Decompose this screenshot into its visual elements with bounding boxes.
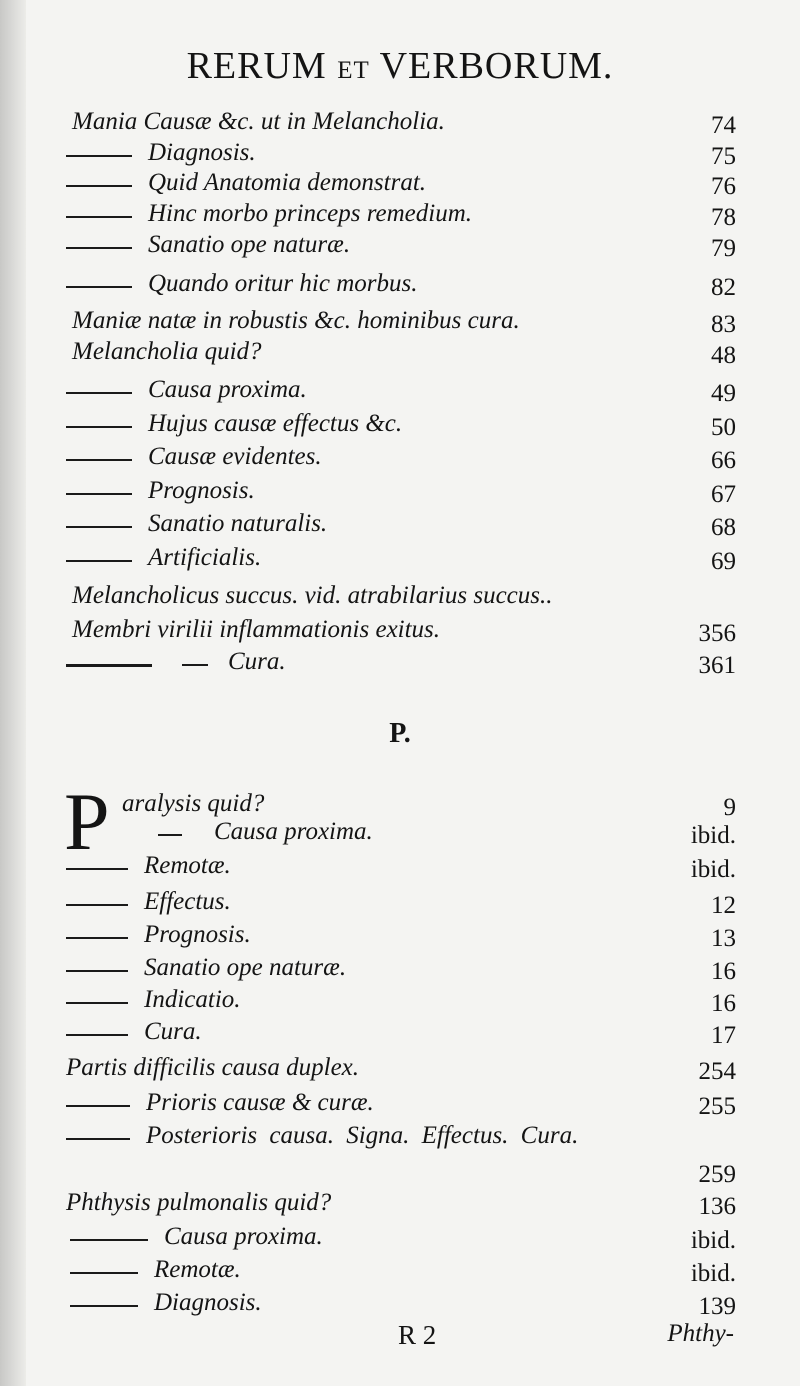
index-entry <box>0 986 800 1020</box>
index-entry <box>0 1122 800 1156</box>
entry-page: 66 <box>711 447 736 474</box>
title-et: ET <box>337 57 370 84</box>
entry-page: ibid. <box>690 856 736 883</box>
entry-text: Cura. <box>228 648 286 675</box>
index-entry <box>0 544 800 578</box>
index-entry <box>0 376 800 410</box>
entry-text: Hinc morbo princeps remedium. <box>148 200 473 227</box>
entry-text: Remotæ. <box>144 852 231 879</box>
index-entry <box>0 648 800 682</box>
entry-text: Causa proxima. <box>148 376 307 403</box>
index-entry <box>0 410 800 444</box>
entry-page: 12 <box>711 892 736 919</box>
index-entry <box>0 921 800 955</box>
entry-text: Diagnosis. <box>148 139 256 166</box>
index-entry <box>0 477 800 511</box>
entry-text: Artificialis. <box>148 544 262 571</box>
entry-page: 78 <box>711 204 736 231</box>
ditto-rule <box>66 185 132 187</box>
index-entry <box>0 200 800 234</box>
ditto-rule <box>70 1305 138 1307</box>
ditto-rule <box>66 459 132 461</box>
title-verborum: VERBORUM. <box>369 45 614 87</box>
entry-page: 136 <box>698 1193 736 1220</box>
entry-page: 255 <box>698 1093 736 1120</box>
ditto-rule <box>66 286 132 288</box>
ditto-rule <box>66 560 132 562</box>
index-entry <box>0 231 800 265</box>
entry-page: 13 <box>711 925 736 952</box>
section-letter: P. <box>389 718 411 749</box>
entry-page: 83 <box>711 311 736 338</box>
index-entry <box>0 1189 800 1223</box>
index-entry <box>0 582 800 616</box>
index-entry <box>0 270 800 304</box>
index-entry <box>0 108 800 142</box>
entry-text: Partis difficilis causa duplex. <box>66 1054 360 1081</box>
ditto-rule <box>70 1272 138 1274</box>
entry-page: 361 <box>698 652 736 679</box>
entry-page: 82 <box>711 274 736 301</box>
index-entry <box>0 954 800 988</box>
page-title <box>0 44 800 88</box>
entry-text: Sanatio ope naturæ. <box>144 954 347 981</box>
entry-text: Hujus causæ effectus &c. <box>148 410 403 437</box>
ditto-rule <box>66 868 128 870</box>
index-entry <box>0 1256 800 1290</box>
entry-text: Causæ evidentes. <box>148 443 322 470</box>
index-entry <box>0 1289 800 1323</box>
entry-text: Maniæ natæ in robustis &c. hominibus cura. <box>72 307 520 334</box>
entry-page-wrapped: 259 <box>698 1161 736 1188</box>
entry-page: 74 <box>711 112 736 139</box>
index-entry <box>0 443 800 477</box>
entry-page: 79 <box>711 235 736 262</box>
entry-text: Melancholicus succus. vid. atrabilarius succus.. <box>72 582 553 609</box>
entry-page: ibid. <box>690 1260 736 1287</box>
signature-mark: R 2 <box>398 1320 437 1350</box>
entry-text: Causa proxima. <box>164 1223 323 1250</box>
entry-page: 76 <box>711 173 736 200</box>
ditto-rule <box>66 216 132 218</box>
ditto-rule <box>182 664 208 666</box>
ditto-rule <box>66 1138 130 1140</box>
entry-text: Prioris causæ & curæ. <box>146 1089 374 1116</box>
ditto-rule <box>70 1239 148 1241</box>
index-entry <box>0 1223 800 1257</box>
index-entry <box>0 616 800 650</box>
entry-text: Quid Anatomia demonstrat. <box>148 169 427 196</box>
entry-text: Remotæ. <box>154 1256 241 1283</box>
entry-text: Membri virilii inflammationis exitus. <box>72 616 441 643</box>
catchword: Phthy- <box>667 1320 734 1347</box>
entry-page: 67 <box>711 481 736 508</box>
entry-text: Sanatio naturalis. <box>148 510 328 537</box>
index-entry <box>0 852 800 886</box>
entry-page: 75 <box>711 143 736 170</box>
index-entry <box>0 818 800 852</box>
ditto-rule <box>66 904 128 906</box>
entry-page: 69 <box>711 548 736 575</box>
ditto-rule <box>66 1002 128 1004</box>
entry-page: 68 <box>711 514 736 541</box>
index-entry <box>0 307 800 341</box>
ditto-rule <box>158 834 182 836</box>
ditto-rule <box>66 247 132 249</box>
entry-text: Phthysis pulmonalis quid? <box>66 1189 332 1216</box>
ditto-rule <box>66 493 132 495</box>
entry-text: Prognosis. <box>148 477 255 504</box>
index-entry <box>0 1054 800 1088</box>
ditto-rule <box>66 937 128 939</box>
drop-cap: P <box>64 776 110 867</box>
ditto-rule <box>66 426 132 428</box>
entry-text: Quando oritur hic morbus. <box>148 270 418 297</box>
ditto-rule <box>66 1105 130 1107</box>
entry-text: Sanatio ope naturæ. <box>148 231 351 258</box>
ditto-rule <box>66 970 128 972</box>
entry-text: Mania Causæ &c. ut in Melancholia. <box>72 108 445 135</box>
entry-text: aralysis quid? <box>122 790 265 817</box>
ditto-rule <box>66 1034 128 1036</box>
entry-page: ibid. <box>690 1227 736 1254</box>
index-entry <box>0 888 800 922</box>
entry-page: 17 <box>711 1022 736 1049</box>
index-entry <box>0 1089 800 1123</box>
entry-page: 9 <box>723 794 736 821</box>
entry-page: 16 <box>711 958 736 985</box>
index-entry <box>0 338 800 372</box>
entry-text: Posterioris causa. Signa. Effectus. Cura. <box>146 1122 579 1149</box>
entry-page: 49 <box>711 380 736 407</box>
entry-page: 254 <box>698 1058 736 1085</box>
entry-page: 139 <box>698 1293 736 1320</box>
entry-page: 48 <box>711 342 736 369</box>
entry-text: Effectus. <box>144 888 231 915</box>
index-entry <box>0 1018 800 1052</box>
entry-text: Diagnosis. <box>154 1289 262 1316</box>
ditto-rule <box>66 664 152 667</box>
title-rerum: RERUM <box>186 45 338 87</box>
index-entry <box>0 510 800 544</box>
index-entry <box>0 139 800 173</box>
entry-page: 50 <box>711 414 736 441</box>
entry-page: 356 <box>698 620 736 647</box>
index-entry <box>0 169 800 203</box>
entry-text: Causa proxima. <box>214 818 373 845</box>
ditto-rule <box>66 392 132 394</box>
ditto-rule <box>66 526 132 528</box>
entry-text: Prognosis. <box>144 921 251 948</box>
entry-page: ibid. <box>690 822 736 849</box>
entry-text: Indicatio. <box>144 986 241 1013</box>
entry-page: 16 <box>711 990 736 1017</box>
entry-text: Cura. <box>144 1018 202 1045</box>
ditto-rule <box>66 155 132 157</box>
entry-text: Melancholia quid? <box>72 338 262 365</box>
